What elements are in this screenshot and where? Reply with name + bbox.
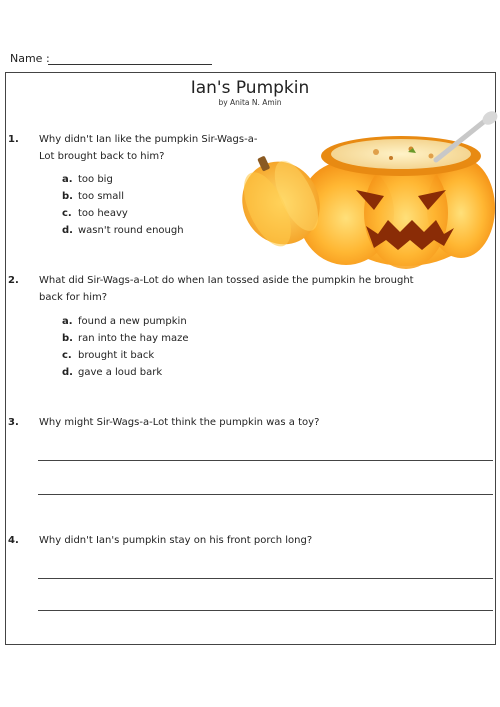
option-letter: c. [62,350,72,361]
answer-option[interactable] [62,348,154,363]
option-text: too heavy [78,208,128,219]
option-text: ran into the hay maze [78,333,189,344]
answer-option[interactable] [62,189,124,204]
option-letter: b. [62,333,73,344]
option-text: gave a loud bark [78,367,163,378]
question-number: 1. [8,134,19,145]
option-letter: b. [62,191,73,202]
question-text: Why might Sir-Wags-a-Lot think the pumpkin was a toy? [39,417,320,428]
option-letter: d. [62,367,73,378]
question-number: 2. [8,275,19,286]
answer-line[interactable] [38,460,493,461]
option-letter: a. [62,316,73,327]
answer-option[interactable] [62,206,128,221]
option-text: too small [78,191,124,202]
question-text: Why didn't Ian's pumpkin stay on his front porch long? [39,535,313,546]
worksheet-title: Ian's Pumpkin [190,78,310,98]
question-text: Why didn't Ian like the pumpkin Sir-Wags-a-Lot brought back to him? [39,134,258,162]
option-letter: a. [62,174,73,185]
name-label: Name : [10,52,50,65]
option-text: found a new pumpkin [78,316,187,327]
author-byline: by Anita N. Amin [218,98,282,107]
option-letter: d. [62,225,73,236]
option-letter: c. [62,208,72,219]
option-text: wasn't round enough [78,225,184,236]
answer-option[interactable] [62,314,187,329]
question-number: 3. [8,417,19,428]
answer-line[interactable] [38,494,493,495]
answer-option[interactable] [62,172,113,187]
name-line[interactable] [48,64,212,65]
answer-line[interactable] [38,610,493,611]
answer-line[interactable] [38,578,493,579]
question-number: 4. [8,535,19,546]
option-text: brought it back [78,350,155,361]
answer-option[interactable] [62,365,162,380]
question-text: What did Sir-Wags-a-Lot do when Ian tossed aside the pumpkin he brought back for him? [39,275,414,303]
answer-option[interactable] [62,223,184,238]
pumpkin-soup-illustration [236,108,498,273]
answer-option[interactable] [62,331,189,346]
option-text: too big [78,174,113,185]
